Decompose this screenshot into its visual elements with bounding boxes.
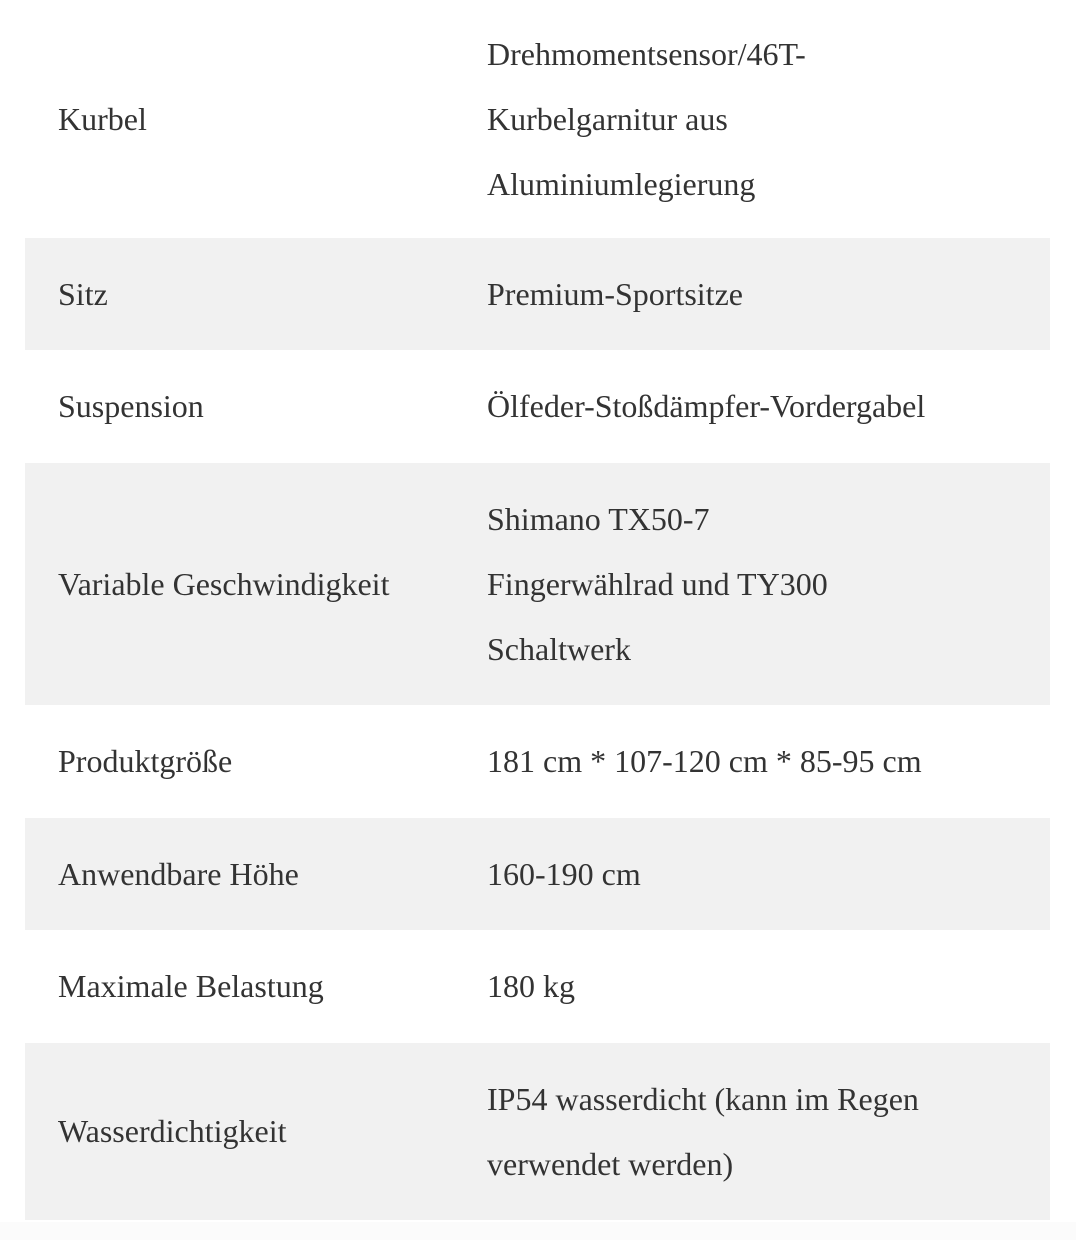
spec-value-line: 180 kg [487,968,575,1004]
page-bottom-edge [0,1222,1076,1240]
spec-value [454,1067,1050,1197]
spec-value [454,842,1050,907]
table-row-wasserdichtigkeit [25,1043,1050,1220]
table-row-variable-geschwindigkeit [25,463,1050,705]
spec-value-line: Kurbelgarnitur aus [487,100,728,137]
table-row-kurbel [25,0,1050,238]
spec-value [454,262,1050,327]
spec-value [454,22,1050,217]
table-row-anwendbare-hoehe [25,818,1050,930]
spec-label: Suspension [58,388,204,424]
spec-value [454,954,1050,1019]
spec-label: Maximale Belastung [58,968,324,1004]
spec-label: Sitz [58,275,108,312]
table-row-suspension [25,350,1050,463]
spec-value-line: IP54 wasserdicht (kann im Regen [487,1080,919,1117]
spec-value-line: Shimano TX50-7 [487,500,710,537]
spec-value-line: 160-190 cm [487,855,641,892]
spec-value-line: Schaltwerk [487,630,631,667]
spec-value [454,374,1050,439]
table-row-maximale-belastung [25,930,1050,1043]
spec-table [25,0,1050,1220]
spec-value-line: 181 cm * 107-120 cm * 85-95 cm [487,743,922,779]
table-row-produktgroesse [25,705,1050,818]
spec-value-line: Ölfeder-Stoßdämpfer-Vordergabel [487,388,926,424]
spec-value [454,487,1050,682]
spec-value-line: Premium-Sportsitze [487,275,743,312]
spec-value-line: Drehmomentsensor/46T- [487,35,806,72]
spec-label: Anwendbare Höhe [58,855,299,892]
spec-value-line: verwendet werden) [487,1145,734,1182]
spec-label: Wasserdichtigkeit [58,1113,287,1149]
table-row-sitz [25,238,1050,350]
spec-label: Produktgröße [58,743,233,779]
spec-label: Kurbel [58,100,147,137]
spec-value [454,729,1050,794]
spec-value-line: Aluminiumlegierung [487,165,756,202]
spec-label: Variable Geschwindigkeit [58,565,390,602]
spec-value-line: Fingerwählrad und TY300 [487,565,828,602]
